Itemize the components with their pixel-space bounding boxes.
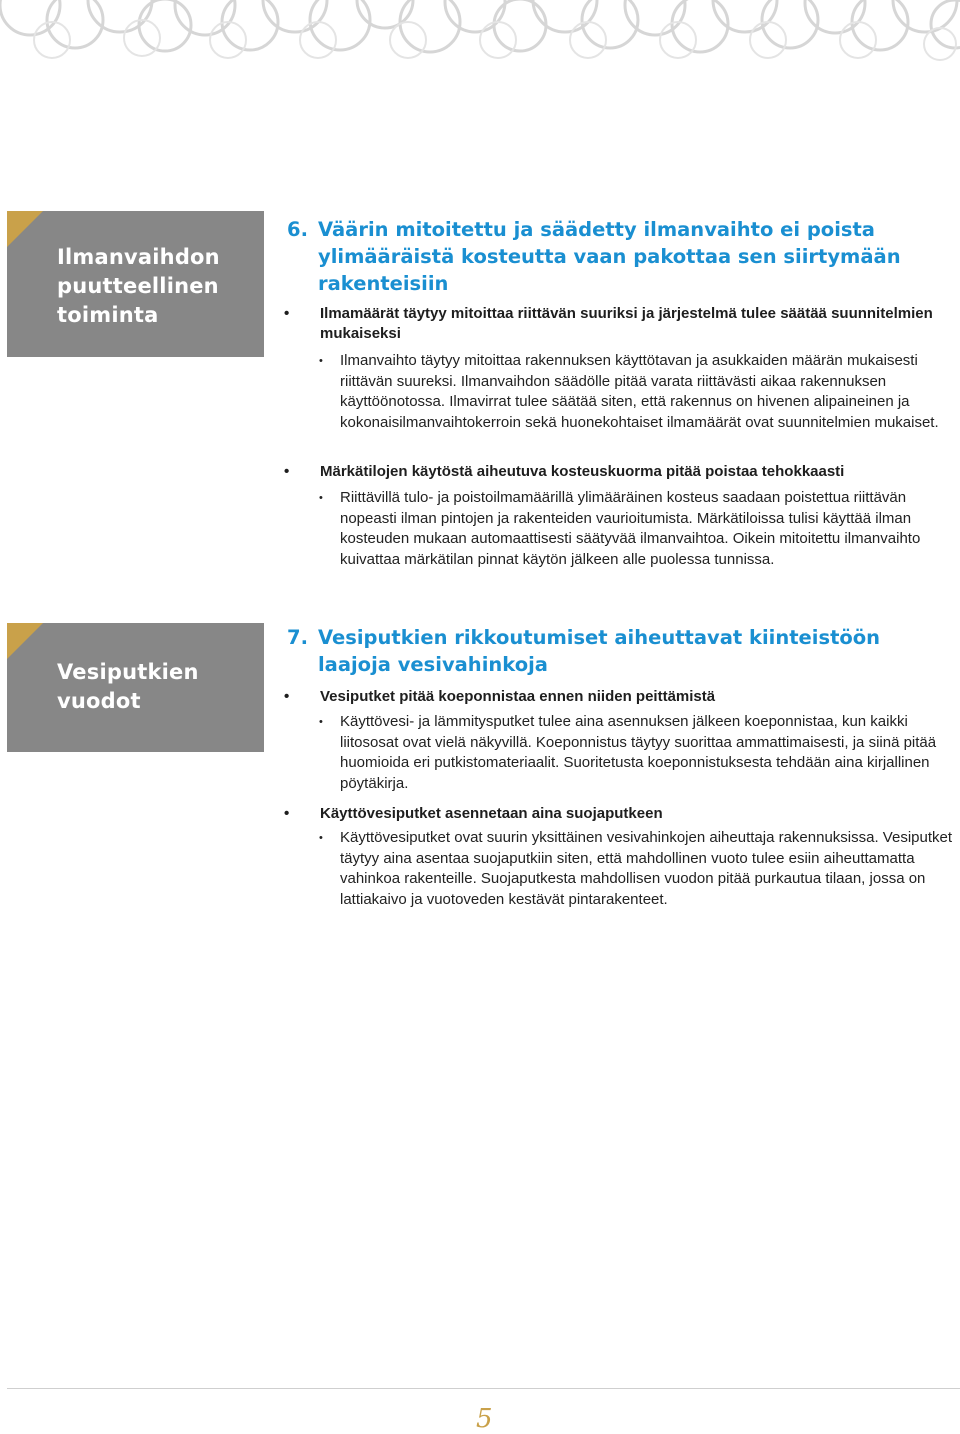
bullet-body	[319, 488, 958, 570]
footer-divider	[7, 1388, 960, 1389]
section-heading: Vesiputkien rikkoutumiset aiheuttavat kiinteistöön laajoja vesivahinkoja	[318, 626, 881, 676]
page-number: 5	[476, 1404, 493, 1434]
sidebar-label-line: puutteellinen	[57, 274, 219, 298]
decorative-ring-pattern	[0, 0, 960, 70]
section-number: 6.	[287, 218, 308, 241]
bullet-icon: •	[284, 463, 290, 480]
bullet-body-text: Ilmanvaihto täytyy mitoittaa rakennuksen käyttötavan ja asukkaiden määrän mukaisesti riittävän suureksi. Ilmanvaihdon säädölle pitää varata riittävästi aikaa rakennuksen käyttöönotossa. Ilmavirrat tulee säätää siten, että rakennus on hivenen alipaineinen ja kokonaisilmanvaihtokerroin sekä huonekohtaiset ilmamäärät ovat suunnitelmien mukaiset.	[340, 352, 939, 431]
bullet-body-text: Käyttövesiputket ovat suurin yksittäinen vesivahinkojen aiheuttaja rakennuksissa. Vesiputket täytyy aina asentaa suojaputkiin siten, että mahdollinen vuoto tulee esiin aiheuttamatta vahinkoa rakenteille. Suojaputkesta mahdollisen vuodon pitää purkautua tilaan, jossa on lattiakaivo ja vuotoveden kestävät pintarakenteet.	[340, 829, 953, 908]
bullet-heading-text: Vesiputket pitää koeponnistaa ennen niiden peittämistä	[320, 688, 716, 705]
bullet-icon: •	[319, 492, 323, 504]
bullet-body	[319, 828, 958, 910]
section-number: 7.	[287, 626, 308, 649]
section-heading: Väärin mitoitettu ja säädetty ilmanvaihto ei poista ylimääräistä kosteutta vaan pakottaa sen siirtymään rakenteisiin	[318, 218, 901, 295]
sidebar-label	[57, 243, 220, 330]
bullet-body	[319, 712, 958, 794]
bullet-heading	[284, 687, 960, 707]
bullet-body-text: Käyttövesi- ja lämmitysputket tulee aina asennuksen jälkeen koeponnistaa, kun kaikki liitososat ovat vielä näkyvillä. Koeponnistus täytyy suorittaa ammattimaisesti, ja siinä pitää huomioida eri putkistomateriaalit. Suoritetusta koeponnistuksesta tehdään aina kirjallinen pöytäkirja.	[340, 713, 937, 792]
sidebar-label-line: toiminta	[57, 303, 159, 327]
bullet-icon: •	[284, 305, 290, 322]
bullet-heading-text: Käyttövesiputket asennetaan aina suojaputkeen	[320, 805, 663, 822]
bullet-heading-text: Ilmamäärät täytyy mitoittaa riittävän suuriksi ja järjestelmä tulee säätää suunnitelmien mukaiseksi	[320, 305, 933, 342]
sidebar-box-water-leaks	[7, 623, 264, 752]
bullet-heading	[284, 462, 960, 482]
bullet-icon: •	[284, 805, 290, 822]
sidebar-label	[57, 658, 199, 716]
sidebar-label-line: Ilmanvaihdon	[57, 245, 220, 269]
bullet-icon: •	[284, 688, 290, 705]
bullet-icon: •	[319, 355, 323, 367]
sidebar-label-line: Vesiputkien	[57, 660, 199, 684]
sidebar-label-line: vuodot	[57, 689, 141, 713]
bullet-heading	[284, 304, 960, 344]
bullet-heading-text: Märkätilojen käytöstä aiheutuva kosteuskuorma pitää poistaa tehokkaasti	[320, 463, 845, 480]
bullet-icon: •	[319, 716, 323, 728]
gold-corner-accent	[7, 211, 43, 247]
sidebar-box-ventilation	[7, 211, 264, 357]
gold-corner-accent	[7, 623, 43, 659]
bullet-body-text: Riittävillä tulo- ja poistoilmamäärillä ylimääräinen kosteus saadaan poistettua riittävän nopeasti ilman pintojen ja rakenteiden vaurioitumista. Märkätiloissa tulisi käyttää ilman kosteuden mukaan automaattisesti säätyvää ilmanvaihtoa. Oikein mitoitettu ilmanvaihto kuivattaa märkätilan pinnat käytön jälkeen alle puolessa tunnissa.	[340, 489, 921, 568]
bullet-body	[319, 351, 958, 433]
bullet-icon: •	[319, 832, 323, 844]
bullet-heading	[284, 804, 960, 824]
